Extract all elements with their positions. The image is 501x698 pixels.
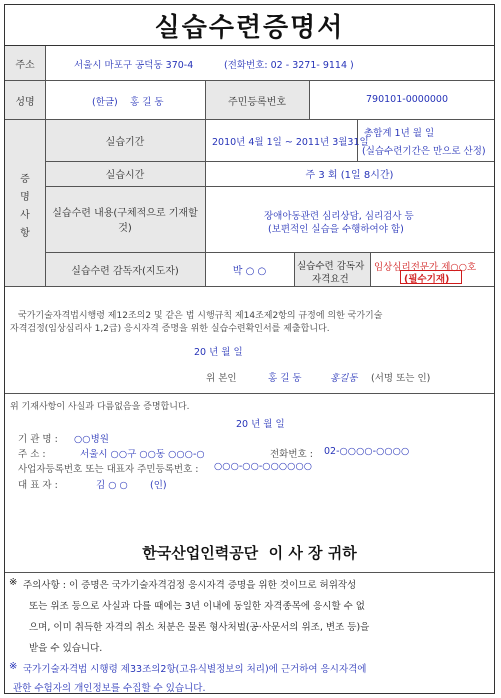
rep-seal: (인) xyxy=(150,480,167,491)
statement-person-name: 홍 길 동 xyxy=(268,373,302,384)
period-value: 2010년 4월 1일 ~ 2011년 3월31일 xyxy=(212,137,369,148)
content-label: 실습수련 내용(구체적으로 기재할 것) xyxy=(52,208,198,234)
grid-line xyxy=(294,252,295,286)
proof-side-label-2: 명 xyxy=(20,191,30,203)
document-title: 실습수련증명서 xyxy=(154,12,345,43)
period-total-note: (실습수련기간은 만으로 산정) xyxy=(362,146,486,157)
grid-line xyxy=(5,286,494,287)
statement-line-2: 자격검정(임상심리사 1,2급) 응시자격 증명을 위한 실습수련확인서를 제출합니다. xyxy=(10,324,330,334)
confirm-line: 위 기재사항이 사실과 다름없음을 증명합니다. xyxy=(10,402,190,412)
org-label: 기 관 명 : xyxy=(18,434,58,445)
note-2-mark: ※ xyxy=(9,661,18,672)
period-label: 실습기간 xyxy=(105,137,145,148)
proof-side-label-3: 사 xyxy=(20,209,30,221)
qual-value: 임상심리전문가 제○○호 xyxy=(374,262,477,273)
supervisor-value: 박 ○ ○ xyxy=(232,265,267,277)
name-hangul-tag: (한글) xyxy=(92,97,118,108)
qual-required: (필수기재) xyxy=(404,274,450,285)
note-1-line-4: 받을 수 있습니다. xyxy=(29,643,103,654)
tel-value: 02-○○○○-○○○○ xyxy=(324,446,410,457)
biz-label: 사업자등록번호 또는 대표자 주민등록번호 : xyxy=(18,464,199,475)
statement-signature: 홍길동 xyxy=(330,373,358,384)
grid-line xyxy=(5,393,494,394)
hours-label: 실습시간 xyxy=(105,170,145,181)
note-1-mark: ※ xyxy=(9,577,18,588)
content-line-1: 장애아동관련 심리상담, 심리검사 등 xyxy=(264,211,414,222)
proof-side-label-1: 증 xyxy=(20,173,30,185)
statement-date: 20 년 월 일 xyxy=(194,347,243,358)
recipient: 한국산업인력공단 이 사 장 귀하 xyxy=(142,543,357,562)
confirm-date: 20 년 월 일 xyxy=(236,419,285,430)
biz-value: ○○○-○○-○○○○○○ xyxy=(214,461,313,472)
qual-label-line-2: 자격요건 xyxy=(312,274,349,285)
statement-person-prefix: 위 본인 xyxy=(206,373,237,384)
proof-side-label-4: 항 xyxy=(20,227,30,239)
org-value: ○○병원 xyxy=(74,434,109,445)
content-line-2: (보편적인 실습을 수행하여야 함) xyxy=(268,224,404,235)
note-1-line-1: 주의사항 : 이 증명은 국가기술자격검정 응시자격 증명을 위한 것이므로 허위작성 xyxy=(23,580,357,591)
supervisor-label: 실습수련 감독자(지도자) xyxy=(71,265,179,277)
grid-line xyxy=(309,81,310,119)
note-1-line-3: 으며, 이미 취득한 자격의 취소 처분은 물론 형사처벌(공·사문서의 위조, 변조 등)을 xyxy=(29,622,370,633)
grid-line xyxy=(370,252,371,286)
statement-sign-note: (서명 또는 인) xyxy=(371,373,431,384)
id-value: 790101-0000000 xyxy=(366,94,449,105)
addr-value: 서울시 ○○구 ○○동 ○○○-○ xyxy=(80,449,205,460)
rep-value: 김 ○ ○ xyxy=(96,480,128,491)
address-label: 주소 xyxy=(15,59,35,71)
address-value: 서울시 마포구 공덕동 370-4 xyxy=(74,60,194,71)
note-2-line-2: 관한 수험자의 개인정보를 수집할 수 있습니다. xyxy=(13,683,206,694)
note-2-line-1: 국가기술자격법 시행령 제33조의2항(고유식별정보의 처리)에 근거하여 응시자격에 xyxy=(23,664,367,675)
statement-line-1: 국가기술자격법시행령 제12조의2 및 같은 법 시행규칙 제14조제2항의 규정에 의한 국가기술 xyxy=(18,311,383,321)
addr-label: 주 소 : xyxy=(18,449,46,460)
address-phone: (전화번호: 02 - 3271- 9114 ) xyxy=(224,60,354,71)
period-total: 총합계 1년 월 일 xyxy=(364,128,435,139)
grid-line xyxy=(5,45,494,46)
rep-label: 대 표 자 : xyxy=(18,480,58,491)
hours-value: 주 3 회 (1일 8시간) xyxy=(305,170,394,181)
note-1-line-2: 또는 위조 등으로 사실과 다를 때에는 3년 이내에 동일한 자격종목에 응시할 수 없 xyxy=(29,601,365,612)
id-label: 주민등록번호 xyxy=(228,96,286,108)
name-label: 성명 xyxy=(15,96,35,108)
qual-label-line-1: 실습수련 감독자 xyxy=(297,261,365,272)
tel-label: 전화번호 : xyxy=(270,449,313,460)
grid-line xyxy=(5,572,494,573)
name-value: 홍 길 동 xyxy=(130,97,164,108)
